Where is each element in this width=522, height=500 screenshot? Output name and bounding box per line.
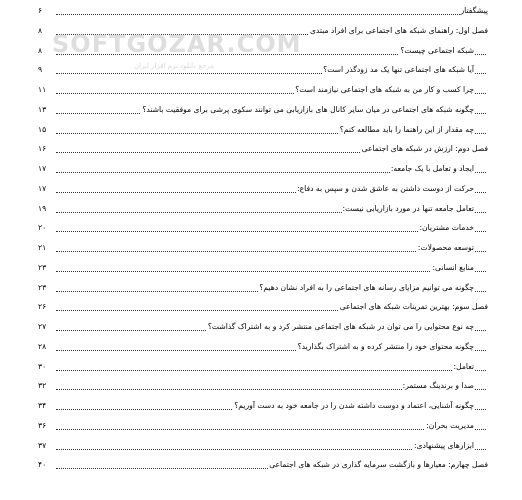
watermark-subtitle: مرجع دانلود نرم افزار ایران xyxy=(133,62,215,70)
toc-entry-page-number: ۲۱ xyxy=(38,241,56,254)
toc-entry-page-number: ۹ xyxy=(38,63,56,76)
toc-entry-page-number: ۲۸ xyxy=(38,340,56,353)
toc-entry[interactable] xyxy=(38,340,492,353)
toc-entry-title: منابع انسانی: xyxy=(432,263,474,272)
toc-entry-title: آیا شبکه های اجتماعی تنها یک مد زودگذر است؟ xyxy=(323,65,474,74)
toc-entry-page-number: ۲۳ xyxy=(38,281,56,294)
toc-entry[interactable] xyxy=(38,320,492,333)
toc-entry-title: فصل دوم: ارزش در شبکه های اجتماعی xyxy=(361,144,488,153)
toc-entry[interactable] xyxy=(38,241,492,254)
toc-entry-page-number: ۶ xyxy=(38,4,56,17)
toc-entry[interactable] xyxy=(38,142,492,155)
toc-entry[interactable] xyxy=(38,202,492,215)
toc-entry-title: ابزارهای پیشنهادی: xyxy=(413,441,474,450)
toc-entry-title: چگونه می توانیم مزایای رسانه های اجتماعی را به افراد نشان دهیم؟ xyxy=(259,283,474,292)
toc-entry-title: مدیریت بحران: xyxy=(426,421,474,430)
toc-entry[interactable] xyxy=(38,63,492,76)
toc-entry-title: ایجاد و تعامل با یک جامعه: xyxy=(390,164,474,173)
toc-entry-page-number: ۱۱ xyxy=(38,83,56,96)
toc-entry-page-number: ۴۰ xyxy=(38,458,56,471)
toc-entry[interactable] xyxy=(38,44,492,57)
toc-entry-title: چرا کسب و کار من به شبکه های اجتماعی نیازمند است؟ xyxy=(295,85,474,94)
toc-entry-page-number: ۸ xyxy=(38,24,56,37)
toc-entry-title: فصل سوم: بهترین تمرینات شبکه های اجتماعی xyxy=(339,302,488,311)
dot-leader xyxy=(56,429,486,430)
toc-entry[interactable] xyxy=(38,103,492,116)
toc-entry[interactable] xyxy=(38,281,492,294)
toc-entry[interactable] xyxy=(38,360,492,373)
toc-entry[interactable] xyxy=(38,379,492,392)
toc-entry-page-number: ۱۵ xyxy=(38,123,56,136)
toc-entry[interactable] xyxy=(38,123,492,136)
toc-entry-page-number: ۳۲ xyxy=(38,379,56,392)
toc-entry-page-number: ۱۷ xyxy=(38,182,56,195)
toc-entry-page-number: ۲۷ xyxy=(38,320,56,333)
toc-entry-page-number: ۱۷ xyxy=(38,162,56,175)
dot-leader xyxy=(56,14,486,15)
toc-entry-page-number: ۱۳ xyxy=(38,103,56,116)
dot-leader xyxy=(56,370,486,371)
toc-entry-title: چه نوع محتوایی را می توان در شبکه های اجتماعی منتشر کرد و به اشتراک گذاشت؟ xyxy=(207,322,474,331)
toc-entry[interactable] xyxy=(38,83,492,96)
toc-entry-title: حرکت از دوست داشتن به عاشق شدن و سپس به دفاع: xyxy=(297,184,474,193)
toc-entry-title: صدا و برندینگ مستمر: xyxy=(402,381,474,390)
toc-entry-page-number: ۳۶ xyxy=(38,419,56,432)
toc-entry-title: توسعه محصولات: xyxy=(417,243,474,252)
toc-entry[interactable] xyxy=(38,4,492,17)
toc-entry-title: تعامل جامعه تنها در مورد بازاریابی نیست: xyxy=(342,204,474,213)
toc-entry-page-number: ۱۶ xyxy=(38,142,56,155)
toc-entry[interactable] xyxy=(38,399,492,412)
svg-text:SOFTGOZAR.COM: SOFTGOZAR.COM xyxy=(52,30,302,58)
toc-entry-title: تعامل: xyxy=(453,362,474,371)
toc-entry-page-number: ۳۴ xyxy=(38,399,56,412)
toc-entry[interactable] xyxy=(38,221,492,234)
toc-entry-title: پیشگفتار xyxy=(460,6,488,15)
toc-entry-title: فصل چهارم: معیارها و بازگشت سرمایه گذاری در شبکه های اجتماعی xyxy=(269,460,488,469)
toc-entry[interactable] xyxy=(38,300,492,313)
toc-entry-title: شبکه اجتماعی چیست؟ xyxy=(400,46,474,55)
toc-entry-page-number: ۸ xyxy=(38,44,56,57)
toc-entry-title: چه مقدار از این راهنما را باید مطالعه کنم؟ xyxy=(339,125,474,134)
toc-entry-page-number: ۲۶ xyxy=(38,300,56,313)
dot-leader xyxy=(56,271,486,272)
toc-entry-title: خدمات مشتریان: xyxy=(419,223,474,232)
toc-entry-title: فصل اول: راهنمای شبکه های اجتماعی برای افراد مبتدی xyxy=(309,26,488,35)
toc-entry-page-number: ۳۷ xyxy=(38,439,56,452)
toc-entry-title: چگونه محتوای خود را منتشر کرده و به اشتراک بگذارید؟ xyxy=(297,342,474,351)
toc-entry-page-number: ۳۰ xyxy=(38,360,56,373)
toc-entry-page-number: ۲۰ xyxy=(38,221,56,234)
toc-entry[interactable] xyxy=(38,419,492,432)
toc-entry-page-number: ۱۹ xyxy=(38,202,56,215)
toc-entry[interactable] xyxy=(38,24,492,37)
toc-entry-page-number: ۲۳ xyxy=(38,261,56,274)
toc-entry-title: چگونه آشنایی، اعتماد و دوست داشته شدن را در جامعه خود به دست آوریم؟ xyxy=(234,401,474,410)
toc-entry[interactable] xyxy=(38,458,492,471)
toc-entry[interactable] xyxy=(38,182,492,195)
toc-entry[interactable] xyxy=(38,439,492,452)
toc-entry[interactable] xyxy=(38,162,492,175)
toc-entry-title: چگونه شبکه های اجتماعی در میان سایر کانال های بازاریابی می توانند سکوی پرشی برای موفقیت باشند؟ xyxy=(142,105,474,114)
toc-entry[interactable] xyxy=(38,261,492,274)
